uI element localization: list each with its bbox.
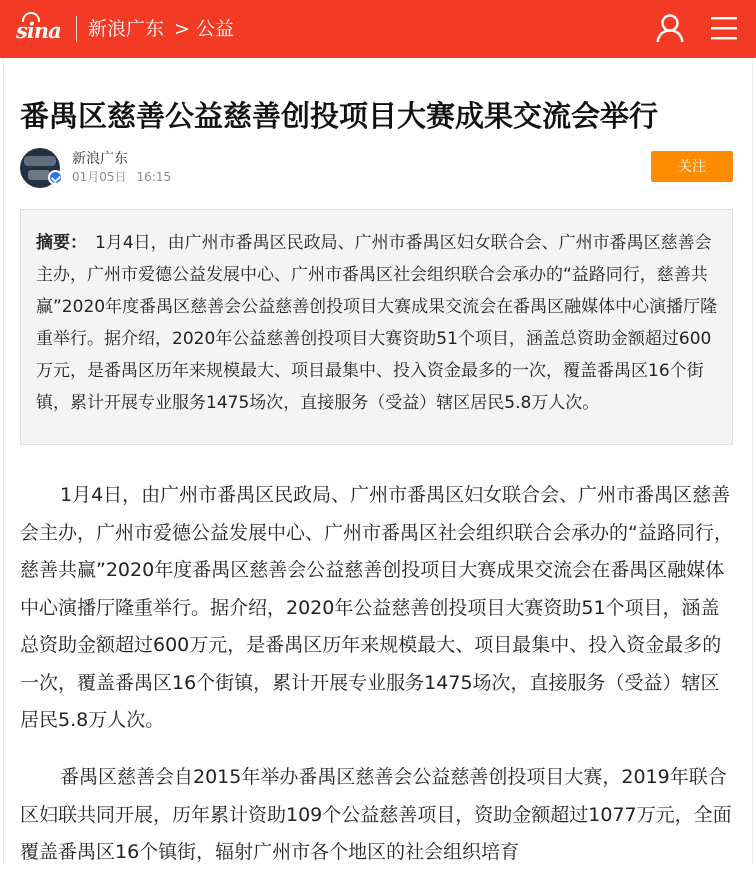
article-title: 番禺区慈善公益慈善创投项目大赛成果交流会举行 xyxy=(20,99,659,133)
breadcrumb-separator: > xyxy=(174,18,190,40)
article-paragraph: 番禺区慈善会自2015年举办番禺区慈善会公益慈善创投项目大赛，2019年联合区妇联共同开展，历年累计资助109个公益慈善项目，资助金额超过1077万元，全面覆盖番禺区16个镇街，辐射广州市各个地区的社会组织培育 xyxy=(20,766,732,863)
publish-datetime xyxy=(72,169,171,185)
publish-date: 01月05日 xyxy=(72,170,127,184)
summary-text: 1月4日，由广州市番禺区民政局、广州市番禺区妇女联合会、广州市番禺区慈善会主办，广州市爱德公益发展中心、广州市番禺区社会组织联合会承办的“益路同行，慈善共赢”2020年度番禺区慈善会公益慈善创投项目大赛成果交流会在番禺区融媒体中心演播厅隆重举行。据介绍，2020年公益慈善创投项目大赛资助51个项目，涵盖总资助金额超过600万元，是番禺区历年来规模最大、项目最集中、投入资金最多的一次，覆盖番禺区16个街镇，累计开展专业服务1475场次，直接服务（受益）辖区居民5.8万人次。 xyxy=(36,233,718,413)
top-navigation-bar xyxy=(0,0,756,58)
header-divider xyxy=(76,16,77,42)
publish-time: 16:15 xyxy=(136,170,172,184)
article-summary xyxy=(20,209,733,445)
breadcrumb-site[interactable]: 新浪广东 xyxy=(88,18,165,40)
article-paragraph: 1月4日，由广州市番禺区民政局、广州市番禺区妇女联合会、广州市番禺区慈善会主办，广州市爱德公益发展中心、广州市番禺区社会组织联合会承办的“益路同行，慈善共赢”2020年度番禺区慈善会公益慈善创投项目大赛成果交流会在番禺区融媒体中心演播厅隆重举行。据介绍，2020年公益慈善创投项目大赛资助51个项目，涵盖总资助金额超过600万元，是番禺区历年来规模最大、项目最集中、投入资金最多的一次，覆盖番禺区16个街镇，累计开展专业服务1475场次，直接服务（受益）辖区居民5.8万人次。 xyxy=(20,484,733,731)
summary-label: 摘要： xyxy=(36,233,87,253)
author-name[interactable]: 新浪广东 xyxy=(72,151,128,167)
menu-icon[interactable] xyxy=(708,12,740,44)
sina-logo-icon[interactable] xyxy=(12,12,64,46)
verified-badge-icon xyxy=(48,170,63,185)
breadcrumb xyxy=(88,16,234,42)
user-icon[interactable] xyxy=(654,12,686,44)
logo-text: sina xyxy=(16,18,61,43)
breadcrumb-channel[interactable]: 公益 xyxy=(195,18,234,40)
avatar-graphic xyxy=(24,156,56,166)
follow-button[interactable]: 关注 xyxy=(651,151,733,182)
avatar-graphic-lower xyxy=(28,170,50,180)
